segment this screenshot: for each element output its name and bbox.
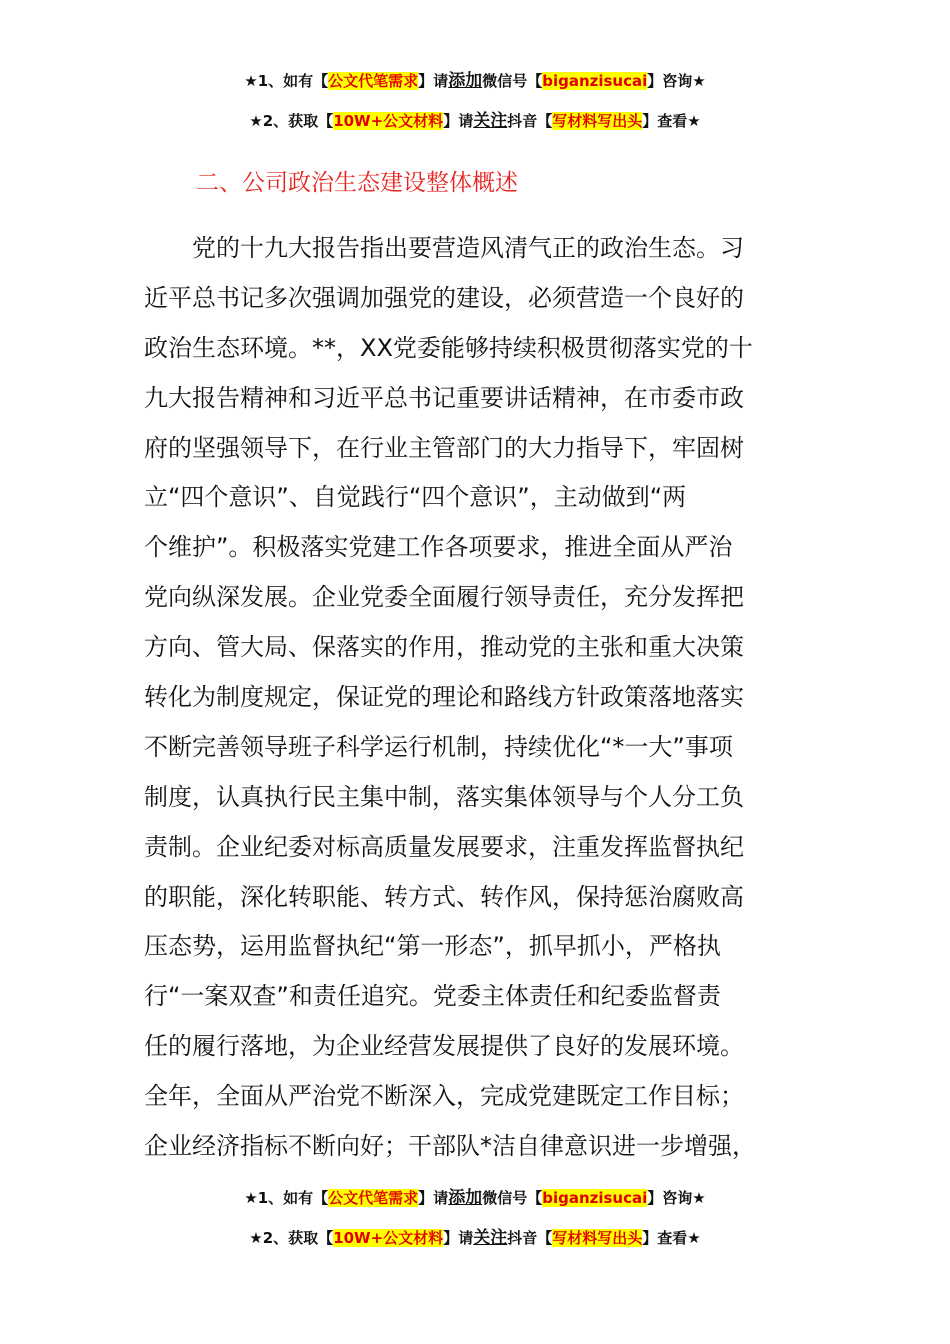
- banner-highlight: 10W+公文材料: [333, 1229, 444, 1247]
- top-banner-line-2: [0, 110, 950, 132]
- paragraph-line: 企业经济指标不断向好；干部队*洁自律意识进一步增强，: [144, 1132, 756, 1161]
- banner-text: 微信号【: [482, 72, 543, 90]
- banner-emphasis: 添加: [448, 1188, 483, 1208]
- banner-text: 】请: [418, 72, 449, 90]
- paragraph-line: 不断完善领导班子科学运行机制，持续优化“*一大”事项: [144, 732, 733, 761]
- banner-text: 微信号【: [482, 1189, 543, 1207]
- paragraph-line: 全年，全面从严治党不断深入，完成党建既定工作目标；: [144, 1082, 744, 1111]
- paragraph-line: 府的坚强领导下，在行业主管部门的大力指导下，牢固树: [144, 433, 744, 462]
- paragraph-line: 党的十九大报告指出要营造风清气正的政治生态。习: [144, 234, 744, 262]
- banner-highlight: biganzisucai: [542, 72, 648, 90]
- paragraph-line: 方向、管大局、保落实的作用，推动党的主张和重大决策: [144, 633, 744, 662]
- banner-highlight: 公文代笔需求: [328, 72, 419, 90]
- banner-highlight: 公文代笔需求: [328, 1189, 419, 1207]
- bottom-banner-line-2: [0, 1227, 950, 1249]
- bottom-banner-line-1: [0, 1187, 950, 1209]
- banner-text: 】查看★: [642, 112, 701, 130]
- paragraph-line: 近平总书记多次强调加强党的建设，必须营造一个良好的: [144, 283, 744, 312]
- banner-text: 】请: [443, 112, 474, 130]
- banner-text: 】咨询★: [647, 72, 706, 90]
- banner-text: 】请: [418, 1189, 449, 1207]
- banner-highlight: 10W+公文材料: [333, 112, 444, 130]
- paragraph-line: 党向纵深发展。企业党委全面履行领导责任，充分发挥把: [144, 583, 744, 612]
- banner-text: ★1、如有【: [244, 1189, 329, 1207]
- banner-emphasis: 关注: [473, 111, 508, 131]
- paragraph-line: 转化为制度规定，保证党的理论和路线方针政策落地落实: [144, 683, 744, 712]
- paragraph-line: 政治生态环境。**，XX党委能够持续积极贯彻落实党的十: [144, 333, 753, 362]
- banner-text: 抖音【: [507, 1229, 553, 1247]
- banner-highlight: 写材料写出头: [552, 1229, 643, 1247]
- paragraph-line: 的职能，深化转职能、转方式、转作风，保持惩治腐败高: [144, 882, 744, 911]
- paragraph-line: 行“一案双查”和责任追究。党委主体责任和纪委监督责: [144, 982, 721, 1011]
- section-heading: 二、公司政治生态建设整体概述: [196, 170, 518, 196]
- banner-emphasis: 添加: [448, 71, 483, 91]
- banner-text: ★1、如有【: [244, 72, 329, 90]
- body-paragraph: [144, 224, 824, 1172]
- banner-text: 】查看★: [642, 1229, 701, 1247]
- top-banner-line-1: [0, 70, 950, 92]
- paragraph-line: 责制。企业纪委对标高质量发展要求，注重发挥监督执纪: [144, 832, 744, 861]
- banner-text: ★2、获取【: [249, 112, 334, 130]
- paragraph-line: 压态势，运用监督执纪“第一形态”，抓早抓小，严格执: [144, 932, 721, 961]
- banner-emphasis: 关注: [473, 1228, 508, 1248]
- banner-highlight: 写材料写出头: [552, 112, 643, 130]
- paragraph-line: 个维护”。积极落实党建工作各项要求，推进全面从严治: [144, 533, 733, 562]
- banner-highlight: biganzisucai: [542, 1189, 648, 1207]
- banner-text: 】咨询★: [647, 1189, 706, 1207]
- paragraph-line: 立“四个意识”、自觉践行“四个意识”，主动做到“两: [144, 483, 687, 512]
- banner-text: ★2、获取【: [249, 1229, 334, 1247]
- banner-text: 抖音【: [507, 112, 553, 130]
- paragraph-line: 任的履行落地，为企业经营发展提供了良好的发展环境。: [144, 1032, 744, 1061]
- paragraph-line: 九大报告精神和习近平总书记重要讲话精神，在市委市政: [144, 383, 744, 412]
- banner-text: 】请: [443, 1229, 474, 1247]
- paragraph-line: 制度，认真执行民主集中制，落实集体领导与个人分工负: [144, 782, 744, 811]
